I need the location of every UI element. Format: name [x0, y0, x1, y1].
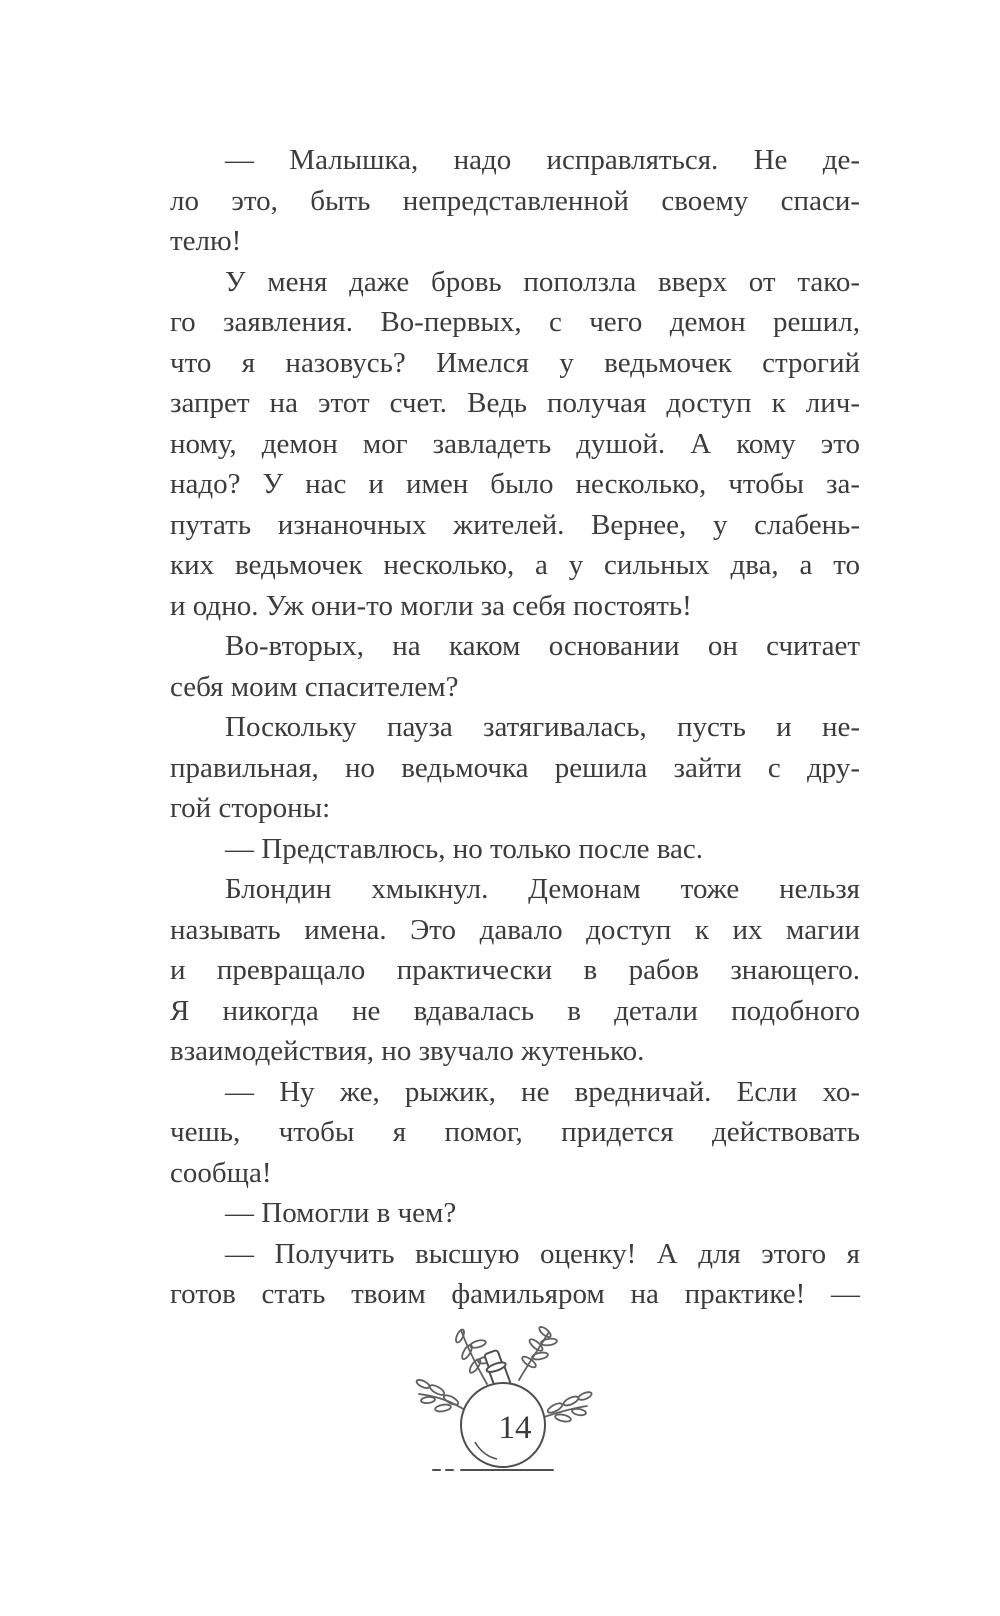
paragraph	[170, 707, 860, 829]
paragraph	[170, 140, 860, 262]
text-line: что я назовусь? Имелся у ведьмочек строгий	[170, 346, 860, 379]
text-line: телю!	[170, 225, 242, 257]
text-line: — Малышка, надо исправляться. Не де-	[225, 144, 860, 176]
paragraph	[170, 1193, 860, 1234]
text-line: гой стороны:	[170, 792, 331, 824]
text-line: и одно. Уж они-то могли за себя постоять!	[170, 589, 692, 622]
text-line: правильная, но ведьмочка решила зайти с дру-	[170, 751, 860, 784]
potion-flask-illustration	[403, 1322, 603, 1482]
page-number: 14	[498, 1410, 532, 1446]
paragraph	[170, 829, 860, 870]
text-line: и превращало практически в рабов знающего.	[170, 954, 860, 986]
text-line: У меня даже бровь поползла вверх от тако-	[225, 265, 860, 298]
text-line: чешь, чтобы я помог, придется действовать	[170, 1116, 860, 1148]
paragraph	[170, 1234, 860, 1315]
text-line: себя моим спасителем?	[170, 670, 459, 703]
page-text	[170, 140, 860, 1315]
text-line: Я никогда не вдавалась в детали подобного	[170, 994, 860, 1027]
paragraph	[170, 1072, 860, 1194]
text-line: — Помогли в чем?	[225, 1197, 457, 1229]
text-line: запрет на этот счет. Ведь получая доступ к лич-	[170, 387, 860, 419]
text-line: го заявления. Во-первых, с чего демон решил,	[170, 306, 860, 338]
text-line: называть имена. Это давало доступ к их магии	[170, 913, 860, 946]
text-line: ному, демон мог завладеть душой. А кому это	[170, 427, 860, 460]
text-line: — Ну же, рыжик, не вредничай. Если хо-	[225, 1075, 860, 1108]
text-line: Поскольку пауза затягивалась, пусть и не-	[225, 711, 860, 743]
paragraph	[170, 869, 860, 1072]
text-line: ло это, быть непредставленной своему спаси-	[170, 184, 860, 217]
text-line: Во-вторых, на каком основании он считает	[225, 630, 860, 662]
text-line: сообща!	[170, 1156, 272, 1189]
text-line: Блондин хмыкнул. Демонам тоже нельзя	[225, 873, 860, 905]
text-line: путать изнаночных жителей. Вернее, у слабень-	[170, 508, 860, 541]
paragraph	[170, 626, 860, 707]
text-line: надо? У нас и имен было несколько, чтобы за-	[170, 468, 860, 500]
text-line: готов стать твоим фамильяром на практике! —	[170, 1278, 860, 1310]
text-line: ких ведьмочек несколько, а у сильных два, а то	[170, 549, 860, 581]
text-line: взаимодействия, но звучало жутенько.	[170, 1035, 645, 1067]
paragraph	[170, 262, 860, 627]
text-line: — Получить высшую оценку! А для этого я	[225, 1237, 860, 1270]
text-line: — Представлюсь, но только после вас.	[225, 832, 704, 865]
